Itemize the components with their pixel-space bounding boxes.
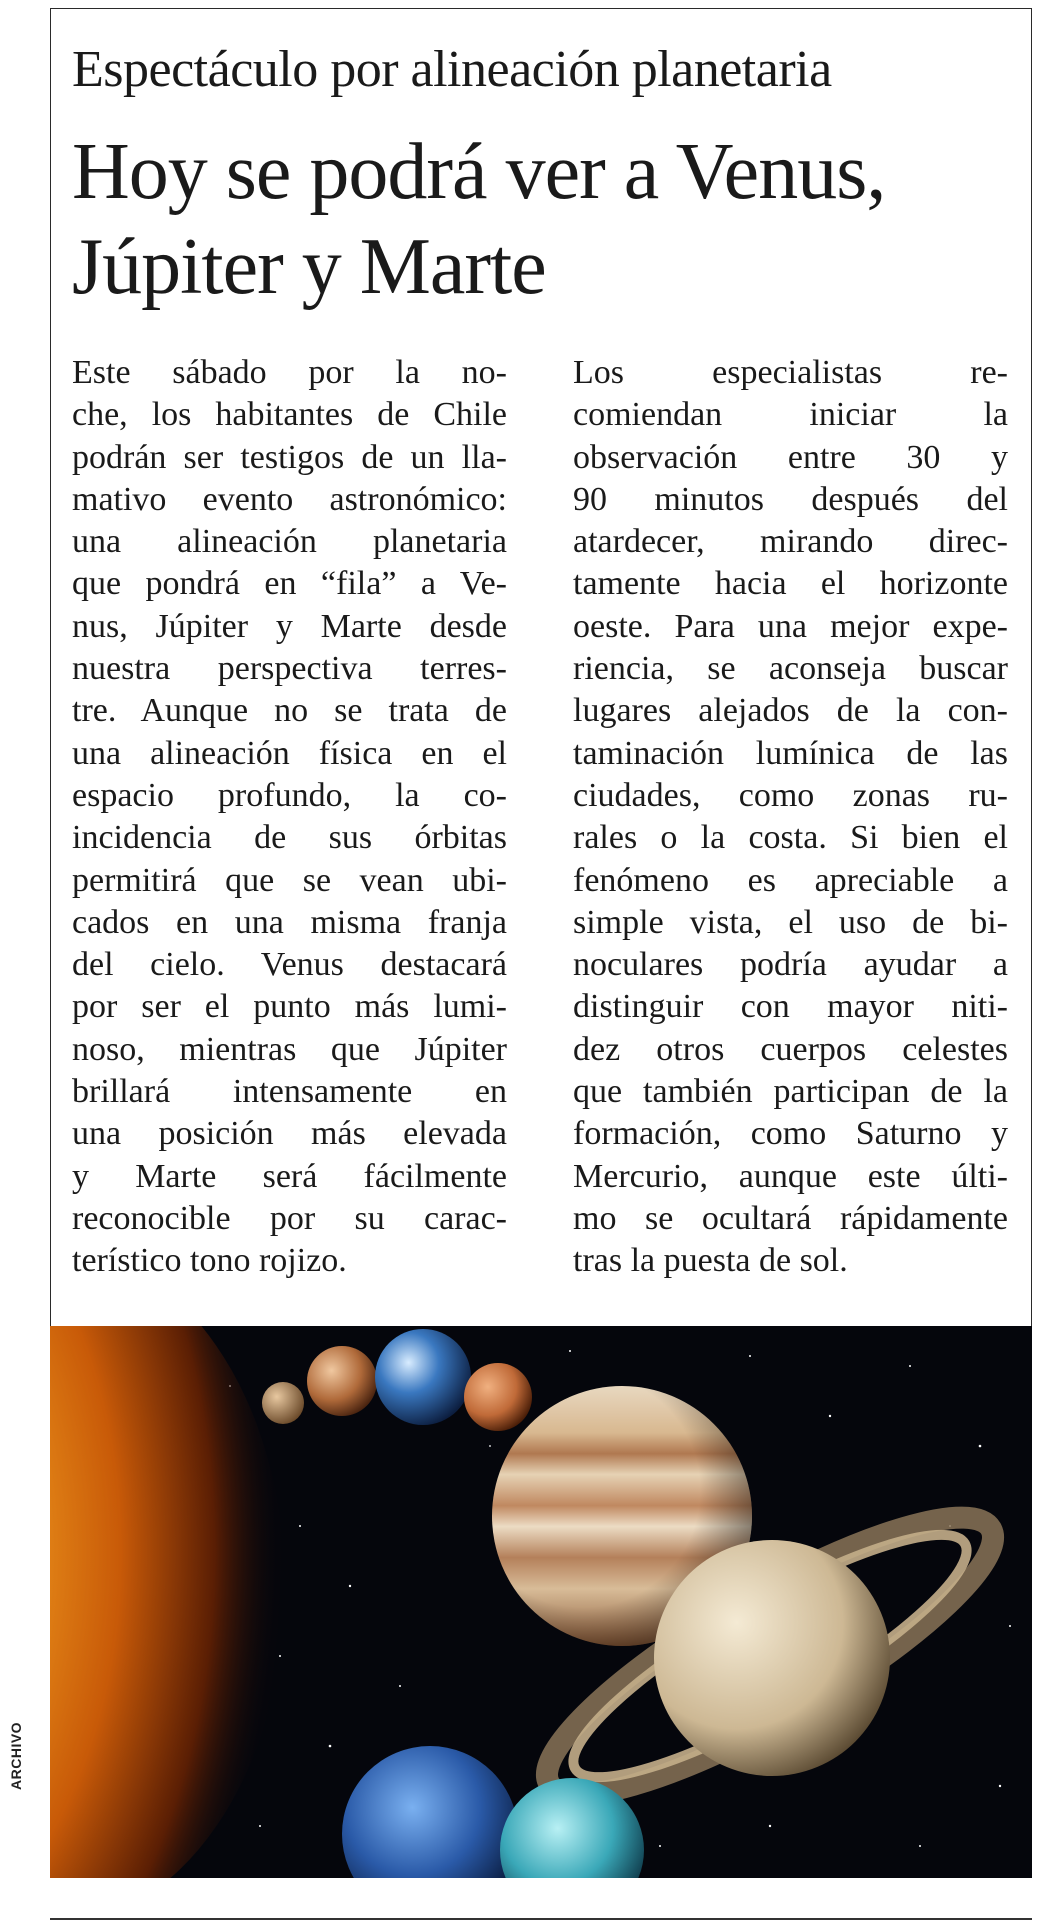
body-line: riencia, se aconseja buscar bbox=[573, 650, 1008, 688]
body-line: 90 minutos después del bbox=[573, 480, 1008, 518]
venus bbox=[307, 1346, 377, 1416]
body-line: que también participan de la bbox=[573, 1073, 1008, 1111]
body-line: espacio profundo, la co- bbox=[72, 776, 507, 814]
body-line: simple vista, el uso de bi- bbox=[573, 903, 1008, 941]
bottom-rule bbox=[50, 1918, 1032, 1920]
body-line: mo se ocultará rápidamente bbox=[573, 1199, 1008, 1237]
body-line: tamente hacia el horizonte bbox=[573, 565, 1008, 603]
body-line: mativo evento astronómico: bbox=[72, 480, 507, 518]
body-line: formación, como Saturno y bbox=[573, 1115, 1008, 1153]
body-line: una posición más elevada bbox=[72, 1115, 507, 1153]
body-line: tre. Aunque no se trata de bbox=[72, 692, 507, 730]
body-line: observación entre 30 y bbox=[573, 438, 1008, 476]
earth bbox=[375, 1329, 471, 1425]
body-line: distinguir con mayor niti- bbox=[573, 988, 1008, 1026]
photo-credit: ARCHIVO bbox=[8, 1721, 24, 1790]
body-line: nus, Júpiter y Marte desde bbox=[72, 607, 507, 645]
body-line: ciudades, como zonas ru- bbox=[573, 776, 1008, 814]
body-line: Este sábado por la no- bbox=[72, 354, 507, 391]
body-line: lugares alejados de la con- bbox=[573, 692, 1008, 730]
body-line: che, los habitantes de Chile bbox=[72, 396, 507, 434]
body-line: Mercurio, aunque este últi- bbox=[573, 1157, 1008, 1195]
body-line: comiendan iniciar la bbox=[573, 396, 1008, 434]
article-kicker: Espectáculo por alineación planetaria bbox=[72, 41, 832, 98]
headline-line-2: Júpiter y Marte bbox=[72, 223, 546, 311]
body-line: reconocible por su carac- bbox=[72, 1199, 507, 1237]
body-line: permitirá que se vean ubi- bbox=[72, 861, 507, 899]
mars bbox=[464, 1363, 532, 1431]
body-line: por ser el punto más lumi- bbox=[72, 988, 507, 1026]
headline-line-1: Hoy se podrá ver a Venus, bbox=[72, 128, 886, 216]
body-column-right bbox=[573, 352, 1008, 1283]
body-line: brillará intensamente en bbox=[72, 1073, 507, 1111]
body-line: fenómeno es apreciable a bbox=[573, 861, 1008, 899]
body-line: terístico tono rojizo. bbox=[72, 1242, 347, 1280]
body-line: que pondrá en “fila” a Ve- bbox=[72, 565, 507, 603]
article-headline bbox=[72, 125, 1002, 315]
planets-illustration bbox=[50, 1326, 1032, 1878]
body-line: una alineación física en el bbox=[72, 734, 507, 772]
body-line: noso, mientras que Júpiter bbox=[72, 1030, 507, 1068]
mercury bbox=[262, 1382, 304, 1424]
body-line: tras la puesta de sol. bbox=[573, 1242, 848, 1280]
body-line: del cielo. Venus destacará bbox=[72, 946, 507, 984]
body-line: nuestra perspectiva terres- bbox=[72, 650, 507, 688]
body-line: Los especialistas re- bbox=[573, 354, 1008, 391]
body-column-left bbox=[72, 352, 507, 1283]
body-line: cados en una misma franja bbox=[72, 903, 507, 941]
body-line: una alineación planetaria bbox=[72, 523, 507, 561]
body-line: y Marte será fácilmente bbox=[72, 1157, 507, 1195]
body-line: dez otros cuerpos celestes bbox=[573, 1030, 1008, 1068]
body-line: noculares podría ayudar a bbox=[573, 946, 1008, 984]
planets-photo bbox=[50, 1326, 1032, 1878]
body-line: taminación lumínica de las bbox=[573, 734, 1008, 772]
body-line: podrán ser testigos de un lla- bbox=[72, 438, 507, 476]
body-line: rales o la costa. Si bien el bbox=[573, 819, 1008, 857]
body-line: atardecer, mirando direc- bbox=[573, 523, 1008, 561]
body-line: oeste. Para una mejor expe- bbox=[573, 607, 1008, 645]
body-line: incidencia de sus órbitas bbox=[72, 819, 507, 857]
